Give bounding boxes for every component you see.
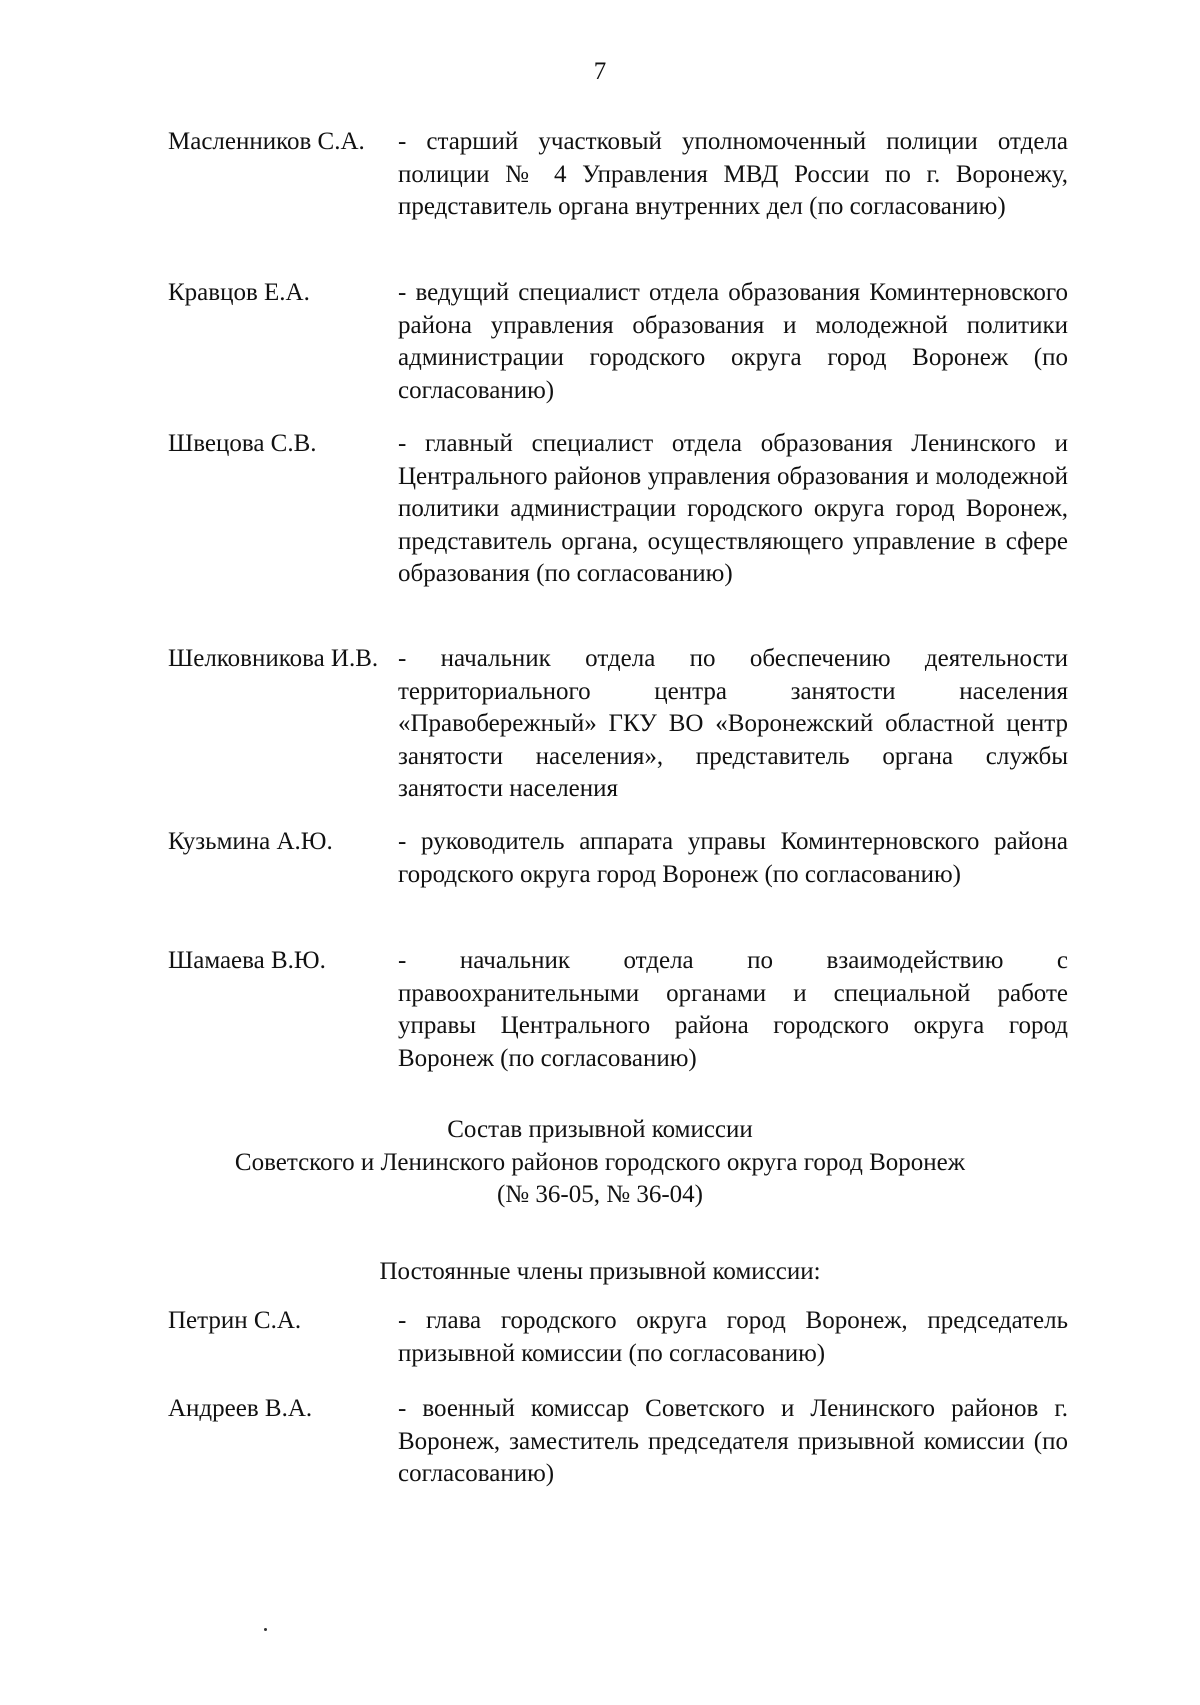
member-list <box>168 0 1068 1705</box>
section-title-line: (№ 36-05, № 36-04) <box>496 1181 703 1208</box>
member-entry <box>168 643 1068 806</box>
member-entry <box>168 1305 1068 1370</box>
member-name: Петрин С.А. <box>168 1307 302 1334</box>
page-number: 7 <box>593 58 607 85</box>
member-description: - ведущий специалист отдела образования Коминтерновского района управления образования и молодежной политики администрации городского округа город Воронеж (по согласованию) <box>398 279 1068 404</box>
member-name: Шелковникова И.В. <box>168 645 379 672</box>
member-description: - военный комиссар Советского и Ленинского районов г. Воронеж, заместитель председателя призывной комиссии (по согласованию) <box>398 1395 1068 1487</box>
member-description: - глава городского округа город Воронеж, председатель призывной комиссии (по согласованию) <box>398 1307 1068 1367</box>
member-entry <box>168 1393 1068 1491</box>
member-description: - начальник отдела по взаимодействию с правоохранительными органами и специальной работе управы Центрального района городского округа город Воронеж (по согласованию) <box>398 947 1068 1072</box>
member-entry <box>168 277 1068 407</box>
member-description: - начальник отдела по обеспечению деятельности территориального центра занятости населения «Правобережный» ГКУ ВО «Воронежский областной центр занятости населения», представитель органа службы занятости населения <box>398 645 1068 802</box>
section-subtitle: Постоянные члены призывной комиссии: <box>379 1258 821 1285</box>
section-title-line: Советского и Ленинского районов городского округа город Воронеж <box>234 1148 966 1176</box>
scan-speck <box>264 1628 267 1631</box>
member-name: Кузьмина А.Ю. <box>168 828 333 855</box>
member-description: - главный специалист отдела образования Ленинского и Центрального районов управления образования и молодежной политики администрации городского округа город Воронеж, представитель органа, осуществляющего управление в сфере образования (по согласованию) <box>398 430 1068 587</box>
member-description: - руководитель аппарата управы Коминтерновского района городского округа город Воронеж (по согласованию) <box>398 828 1068 888</box>
section-title-line: Состав призывной комиссии <box>447 1116 753 1143</box>
member-entry <box>168 826 1068 891</box>
member-entry <box>168 945 1068 1075</box>
section-heading <box>0 1114 1200 1212</box>
member-name: Андреев В.А. <box>168 1395 313 1422</box>
member-description: - старший участковый уполномоченный полиции отдела полиции № 4 Управления МВД России по г. Воронежу, представитель органа внутренних дел (по согласованию) <box>398 128 1068 220</box>
member-entry <box>168 428 1068 591</box>
member-name: Швецова С.В. <box>168 430 317 457</box>
member-entry <box>168 126 1068 224</box>
member-name: Масленников С.А. <box>168 128 365 155</box>
member-name: Шамаева В.Ю. <box>168 947 326 974</box>
member-name: Кравцов Е.А. <box>168 279 310 306</box>
